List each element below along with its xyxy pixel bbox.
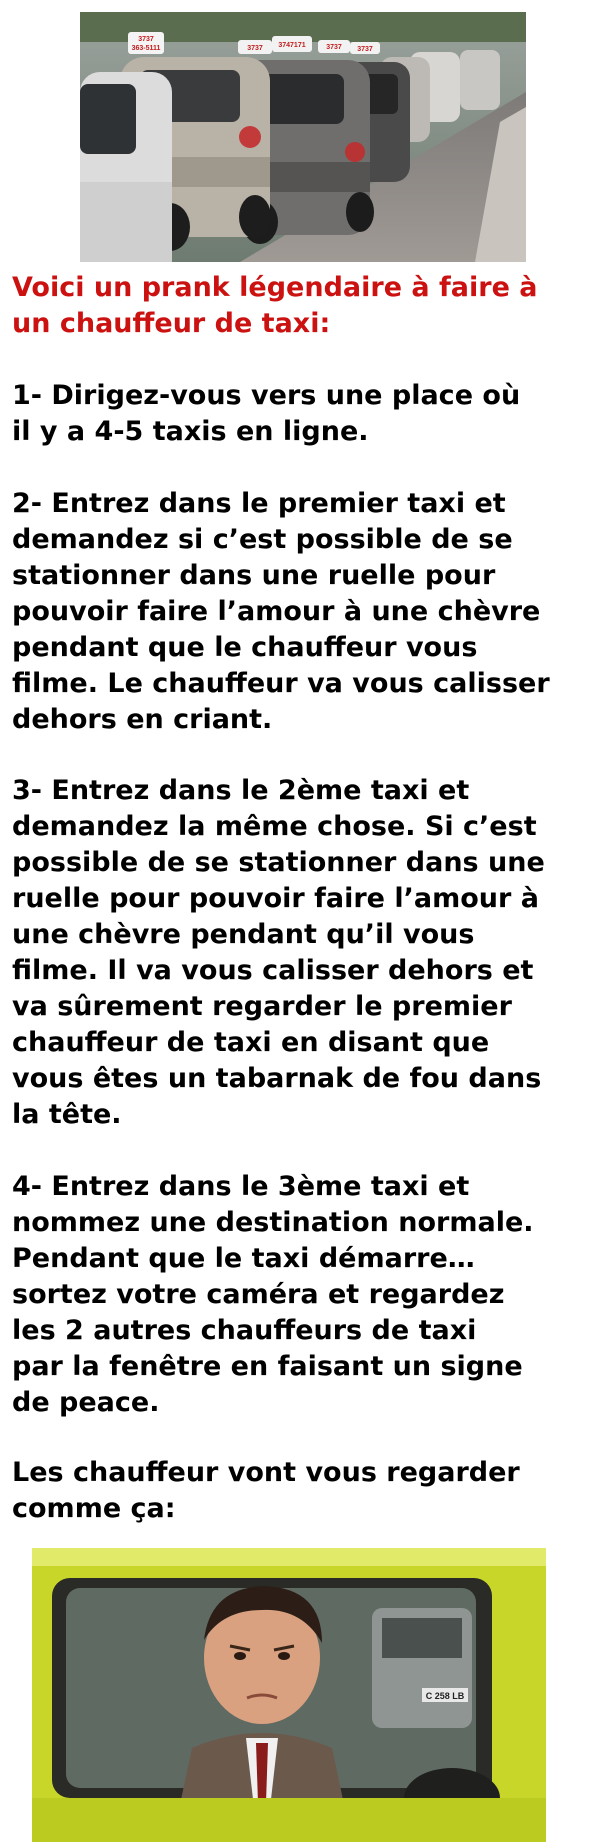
conclusion: Les chauffeur vont vous regarder comme ça: (12, 1457, 520, 1524)
taxi-line-photo (80, 12, 526, 262)
svg-text:363-5111: 363-5111 (131, 45, 161, 52)
roof-sign-phone: 3737 (138, 36, 154, 43)
step-4: 4- Entrez dans le 3ème taxi et nommez une destination normale. Pendant que le taxi démarre… sortez votre caméra et regardez les 2 autres chauffeurs de taxi par la fenêtre en faisant un signe de peace. (12, 1171, 534, 1418)
roof-sign-4: 3737 (357, 46, 373, 53)
headline: Voici un prank légendaire à faire à un chauffeur de taxi: (12, 272, 538, 339)
step-1: 1- Dirigez-vous vers une place où il y a 4-5 taxis en ligne. (12, 380, 521, 447)
step-2: 2- Entrez dans le premier taxi et demandez si c’est possible de se stationner dans une ruelle pour pouvoir faire l’amour à une chèvre pendant que le chauffeur vous filme. Le chauffeur va vous calisser dehors en criant. (12, 488, 550, 735)
step-3: 3- Entrez dans le 2ème taxi et demandez la même chose. Si c’est possible de se stationner dans une ruelle pour pouvoir faire l’amour à une chèvre pendant qu’il vous filme. Il va vous calisser dehors et va sûrement regarder le premier chauffeur de taxi en disant que vous êtes un tabarnak de fou dans la tête. (12, 775, 545, 1130)
roof-sign-2: 3747171 (278, 42, 306, 49)
roof-sign-3: 3737 (326, 44, 342, 51)
roof-sign-1: 3737 (247, 45, 263, 52)
driver-in-yellow-car-photo (32, 1548, 546, 1842)
license-plate: C 258 LB (425, 1691, 465, 1701)
